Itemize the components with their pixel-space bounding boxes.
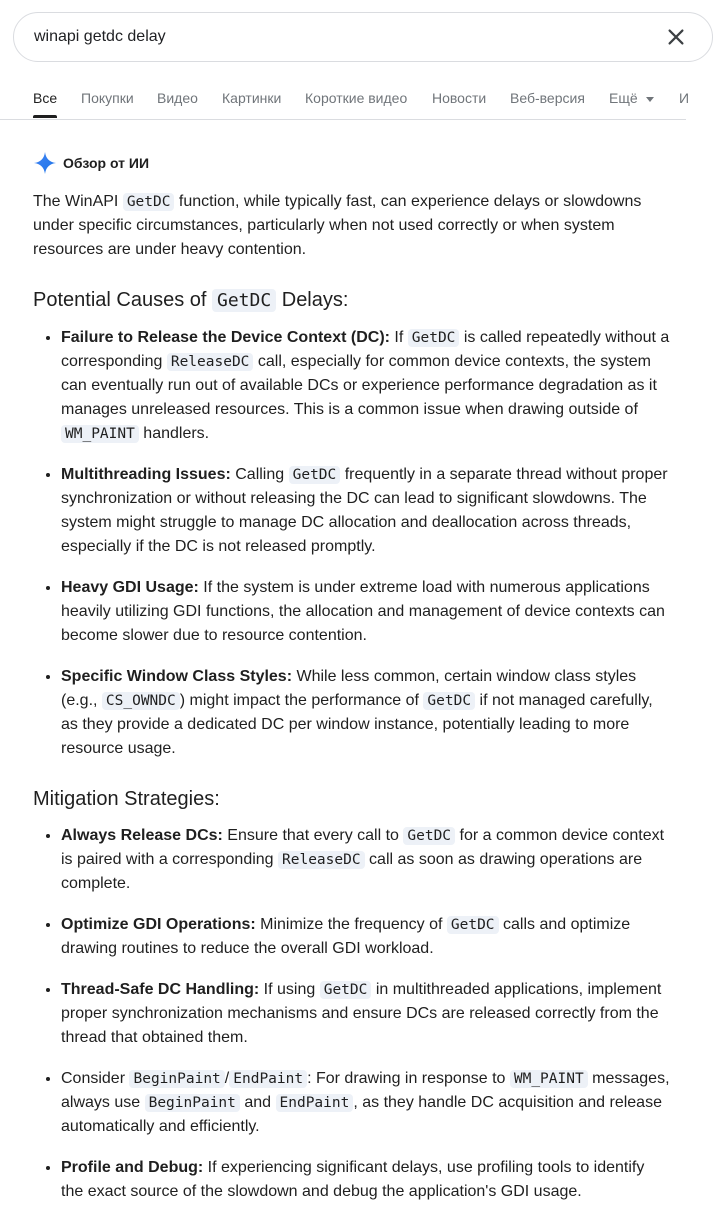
ai-overview-header — [33, 151, 149, 175]
tabs-divider — [0, 119, 686, 120]
tab-label: Ещё — [609, 90, 638, 106]
tab-video[interactable] — [157, 88, 198, 118]
causes-heading: Potential Causes of GetDC Delays: — [33, 289, 349, 311]
tab-news[interactable] — [432, 88, 486, 118]
tab-label: И — [679, 90, 690, 106]
intro-paragraph: The WinAPI GetDC function, while typically fast, can experience delays or slowdowns under specific circumstances, particularly when not used correctly or when system resources are under heavy contention. — [33, 193, 642, 258]
tab-label: Новости — [432, 90, 487, 106]
list-item: • Specific Window Class Styles: While less common, certain window class styles (e.g., CS_OWNDC ) might impact the performance of GetDC if not managed carefully, as they provide a dedicated DC per window instance, potentially leading to more resource usage. — [61, 664, 671, 761]
list-item: • Failure to Release the Device Context (DC): If GetDC is called repeatedly without a corresponding ReleaseDC call, especially for common device contexts, the system can eventually run out of available DCs or experience performance degradation as it manages unreleased resources. This is a common issue when drawing outside of WM_PAINT handlers. — [61, 325, 671, 446]
tab-shopping[interactable] — [81, 88, 134, 118]
tab-web[interactable] — [510, 88, 585, 118]
list-item: • Thread-Safe DC Handling: If using GetDC in multithreaded applications, implement proper synchronization mechanisms and ensure DCs are released correctly from the thread that obtained them. — [61, 977, 671, 1050]
chevron-down-icon — [646, 97, 654, 102]
tab-all[interactable] — [33, 88, 57, 118]
list-item: • Optimize GDI Operations: Minimize the frequency of GetDC calls and optimize drawing routines to reduce the overall GDI workload. — [61, 912, 671, 961]
tab-short-videos[interactable] — [305, 88, 407, 118]
causes-list — [33, 325, 671, 761]
list-item: • Multithreading Issues: Calling GetDC frequently in a separate thread without proper synchronization or without releasing the DC can lead to significant slowdowns. The system might struggle to manage DC allocation and deallocation across threads, especially if the DC is not released promptly. — [61, 462, 671, 559]
tab-label: Видео — [157, 90, 198, 106]
list-item: • Heavy GDI Usage: If the system is under extreme load with numerous applications heavily utilizing GDI functions, the allocation and management of device contexts can become slower due to resource contention. — [61, 575, 671, 648]
tab-tools[interactable] — [679, 88, 689, 118]
search-tabs — [0, 88, 690, 118]
ai-overview-title: Обзор от ИИ — [63, 155, 150, 171]
tab-label: Все — [33, 90, 58, 106]
ai-overview-content — [33, 190, 671, 1220]
active-tab-indicator — [33, 115, 57, 118]
list-item: • Profile and Debug: If experiencing significant delays, use profiling tools to identify the exact source of the slowdown and debug the application's GDI usage. — [61, 1155, 671, 1204]
tab-more[interactable] — [609, 88, 654, 118]
close-icon[interactable] — [665, 26, 687, 48]
tab-label: Картинки — [222, 90, 282, 106]
search-input[interactable]: winapi getdc delay — [34, 28, 166, 45]
tab-label: Короткие видео — [305, 90, 408, 106]
tab-images[interactable] — [222, 88, 281, 118]
sparkle-icon — [33, 151, 57, 175]
list-item: • Always Release DCs: Ensure that every call to GetDC for a common device context is paired with a corresponding ReleaseDC call as soon as drawing operations are complete. — [61, 823, 671, 896]
mitigation-list — [33, 823, 671, 1204]
tab-label: Веб-версия — [510, 90, 585, 106]
tab-label: Покупки — [81, 90, 134, 106]
list-item: • Consider BeginPaint / EndPaint : For drawing in response to WM_PAINT messages, always use BeginPaint and EndPaint , as they handle DC acquisition and release automatically and efficiently. — [61, 1066, 671, 1139]
search-box[interactable] — [13, 12, 713, 62]
mitigation-heading: Mitigation Strategies: — [33, 788, 220, 810]
